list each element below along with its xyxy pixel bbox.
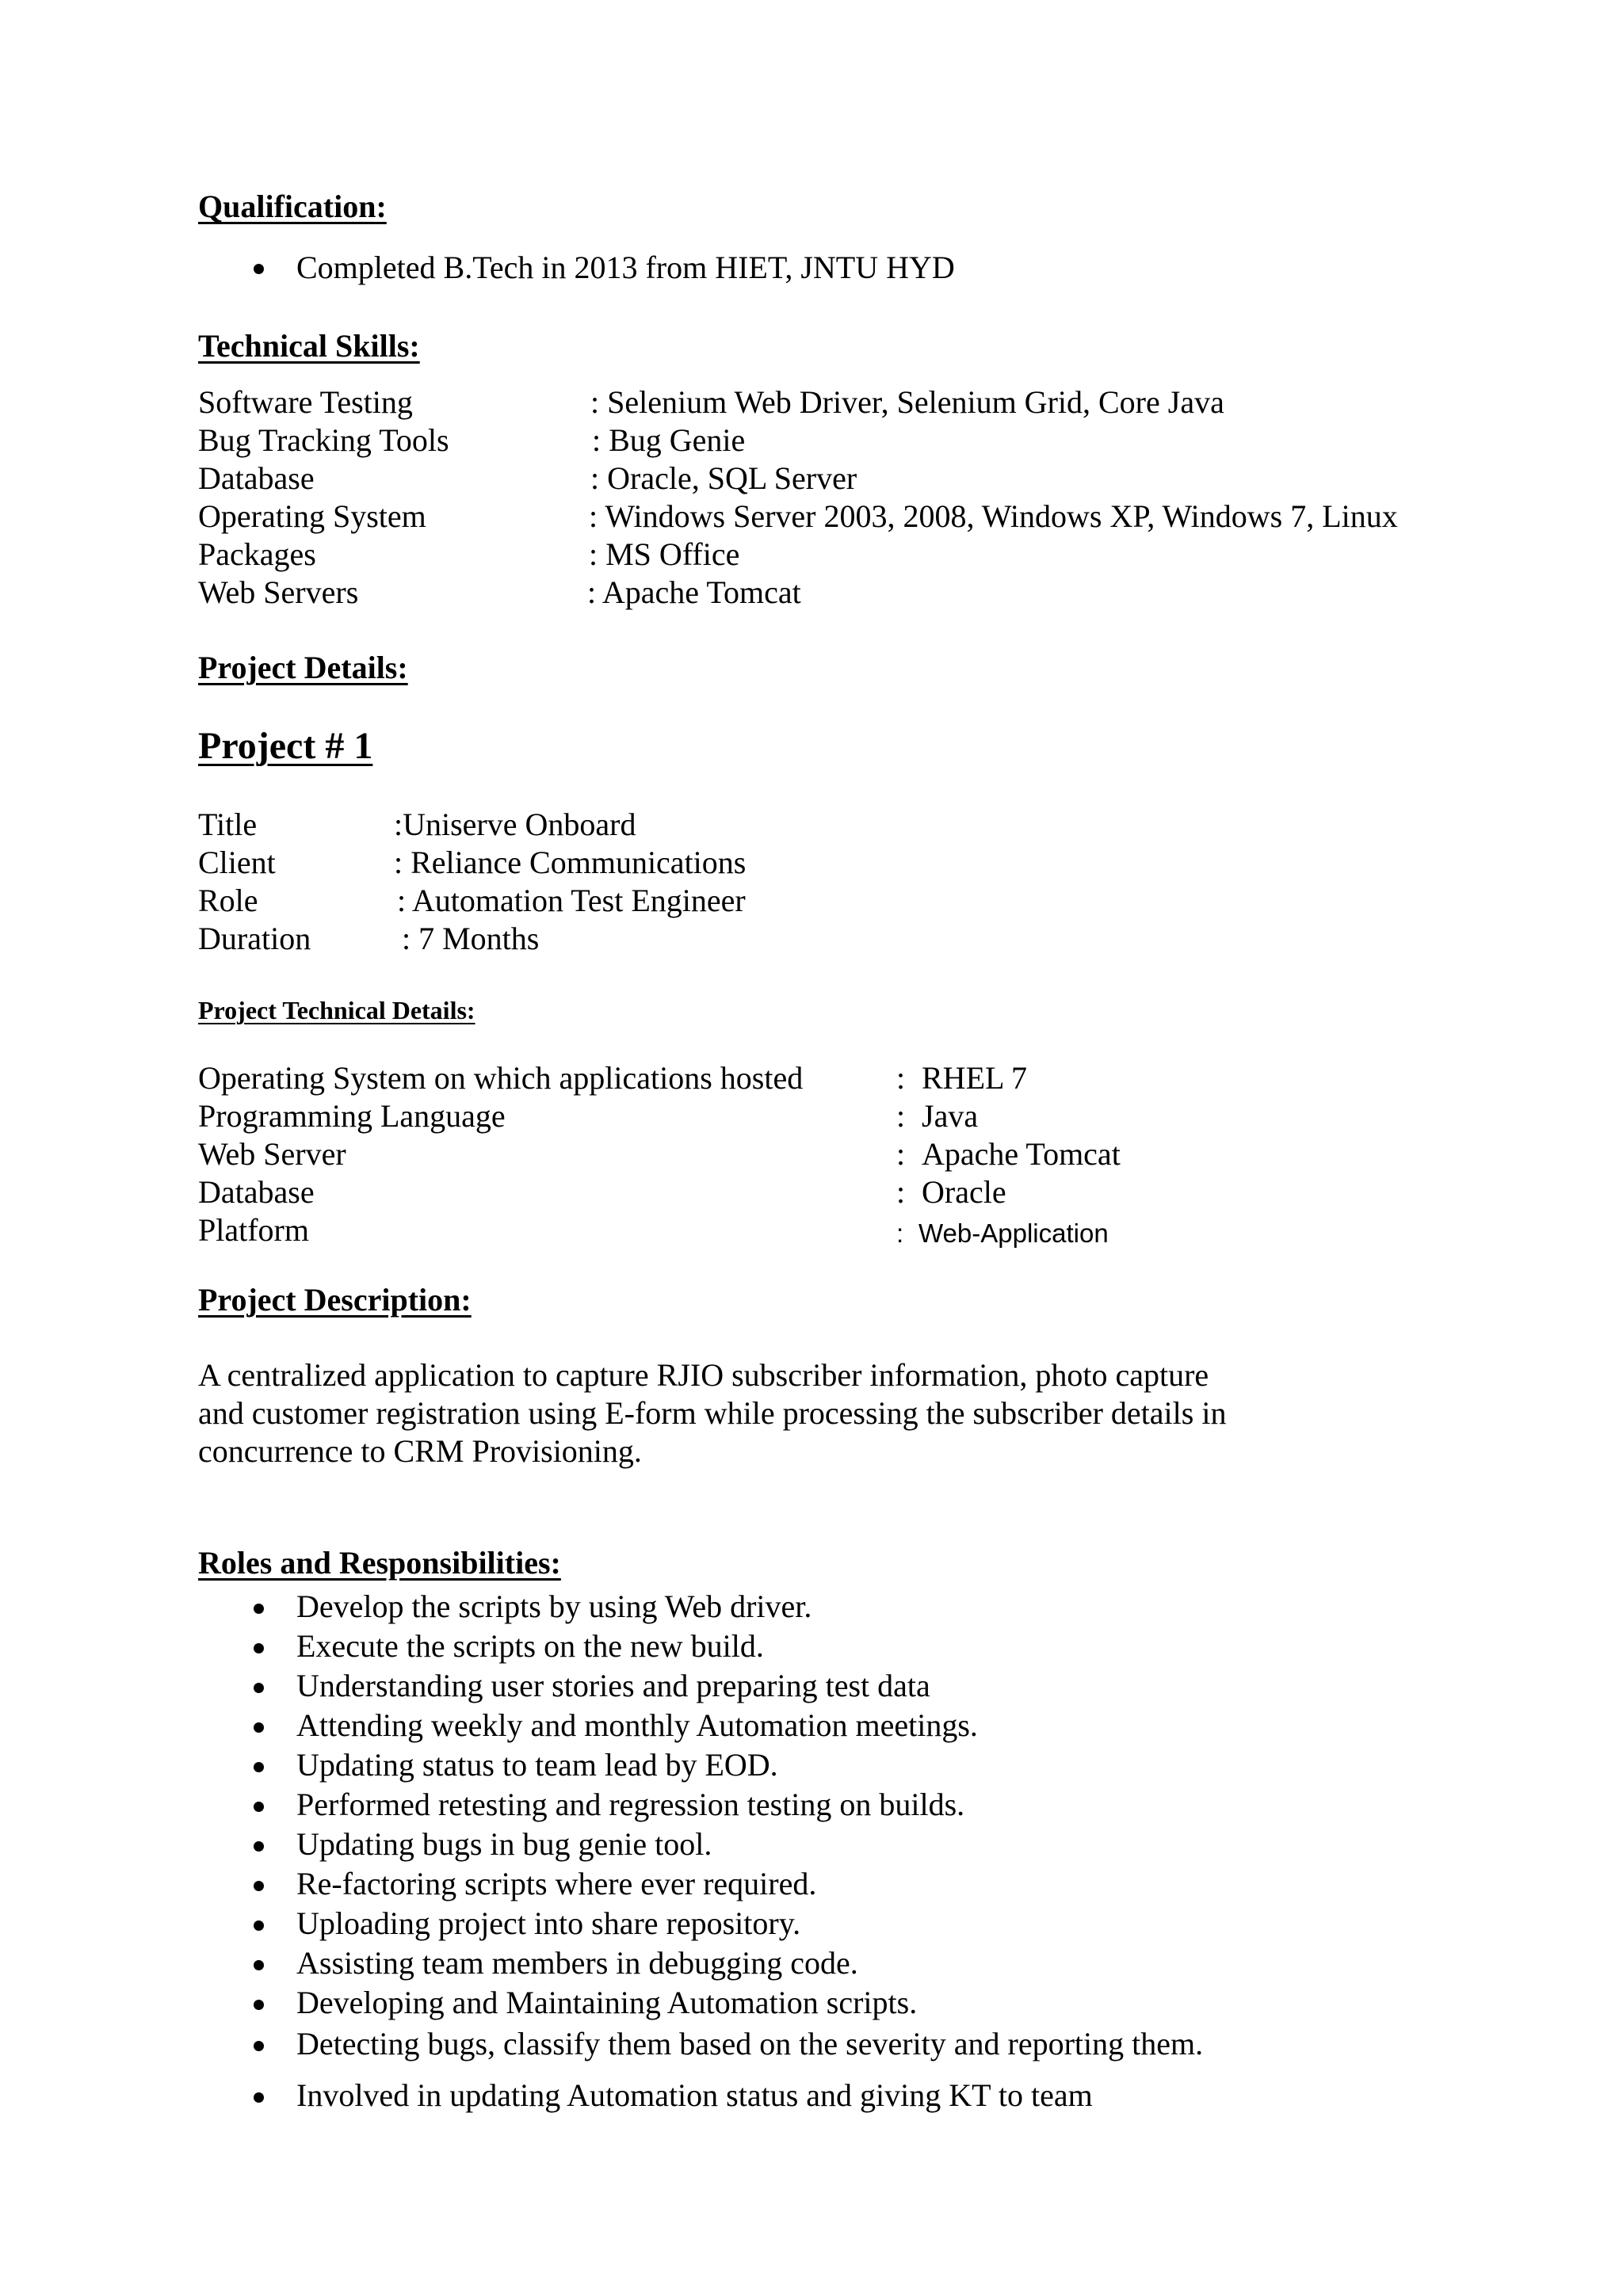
role-item: Uploading project into share repository. [296, 1905, 801, 1941]
bullet-icon [254, 1683, 264, 1693]
description-line: and customer registration using E-form while processing the subscriber details in [198, 1395, 1227, 1431]
tech-value: Oracle [922, 1174, 1006, 1210]
tech-value: RHEL 7 [922, 1060, 1027, 1096]
skill-label: Database [198, 460, 315, 496]
project-label: Client [198, 845, 276, 880]
tech-separator: : [896, 1174, 906, 1210]
tech-separator: : [896, 1136, 906, 1172]
project-details-heading: Project Details: [198, 650, 408, 685]
bullet-icon [254, 1960, 264, 1970]
role-item: Re-factoring scripts where ever required. [296, 1866, 817, 1901]
project-label: Role [198, 883, 258, 918]
bullet-icon [254, 1604, 264, 1614]
tech-label: Programming Language [198, 1098, 506, 1134]
tech-separator: : [896, 1219, 904, 1248]
skill-label: Software Testing [198, 384, 413, 420]
role-item: Developing and Maintaining Automation scripts. [296, 1985, 918, 2020]
role-item: Detecting bugs, classify them based on the severity and reporting them. [296, 2026, 1204, 2061]
bullet-icon [254, 1920, 264, 1931]
role-item: Performed retesting and regression testing on builds. [296, 1787, 965, 1822]
skill-value: : Selenium Web Driver, Selenium Grid, Core Java [590, 384, 1224, 420]
tech-value: Java [922, 1098, 979, 1134]
description-line: A centralized application to capture RJIO subscriber information, photo capture [198, 1357, 1209, 1393]
skill-label: Web Servers [198, 574, 359, 610]
project-value: : Automation Test Engineer [397, 883, 746, 918]
roles-heading: Roles and Responsibilities: [198, 1545, 561, 1581]
project-description-heading: Project Description: [198, 1282, 472, 1318]
project-value: : 7 Months [402, 921, 540, 956]
role-item: Understanding user stories and preparing test data [296, 1668, 930, 1703]
project-value: :Uniserve Onboard [394, 807, 636, 842]
role-item: Execute the scripts on the new build. [296, 1628, 764, 1664]
bullet-icon [254, 264, 264, 274]
project-label: Title [198, 807, 258, 842]
bullet-icon [254, 1722, 264, 1733]
bullet-icon [254, 1881, 264, 1891]
tech-label: Operating System on which applications hosted [198, 1060, 804, 1096]
skill-value: : Bug Genie [592, 422, 746, 458]
bullet-icon [254, 1762, 264, 1772]
bullet-icon [254, 2041, 264, 2051]
tech-label: Database [198, 1174, 315, 1210]
project-label: Duration [198, 921, 311, 956]
bullet-icon [254, 2092, 264, 2103]
role-item: Updating status to team lead by EOD. [296, 1747, 778, 1783]
skill-value: : MS Office [589, 536, 740, 572]
role-item: Assisting team members in debugging code. [296, 1945, 858, 1981]
tech-separator: : [896, 1060, 906, 1096]
project-technical-details-heading: Project Technical Details: [198, 996, 475, 1024]
skill-value: : Oracle, SQL Server [590, 460, 857, 496]
bullet-icon [254, 1643, 264, 1653]
skill-label: Operating System [198, 498, 426, 534]
role-item: Attending weekly and monthly Automation meetings. [296, 1707, 978, 1743]
tech-value: Web-Application [918, 1219, 1109, 1248]
project-title: Project # 1 [198, 725, 373, 767]
tech-label: Platform [198, 1212, 309, 1248]
skill-value: : Windows Server 2003, 2008, Windows XP, Windows 7, Linux [589, 498, 1398, 534]
skill-label: Packages [198, 536, 316, 572]
tech-value: Apache Tomcat [922, 1136, 1121, 1172]
qualification-item: Completed B.Tech in 2013 from HIET, JNTU HYD [296, 250, 955, 285]
tech-label: Web Server [198, 1136, 346, 1172]
role-item: Develop the scripts by using Web driver. [296, 1589, 812, 1624]
skill-label: Bug Tracking Tools [198, 422, 449, 458]
skill-value: : Apache Tomcat [587, 574, 801, 610]
tech-separator: : [896, 1098, 906, 1134]
bullet-icon [254, 1802, 264, 1812]
bullet-icon [254, 1841, 264, 1852]
project-value: : Reliance Communications [394, 845, 747, 880]
bullet-icon [254, 2000, 264, 2010]
technical-skills-heading: Technical Skills: [198, 328, 420, 364]
qualification-heading: Qualification: [198, 189, 387, 224]
role-item: Updating bugs in bug genie tool. [296, 1826, 712, 1862]
role-item: Involved in updating Automation status and giving KT to team [296, 2077, 1093, 2113]
description-line: concurrence to CRM Provisioning. [198, 1433, 642, 1469]
